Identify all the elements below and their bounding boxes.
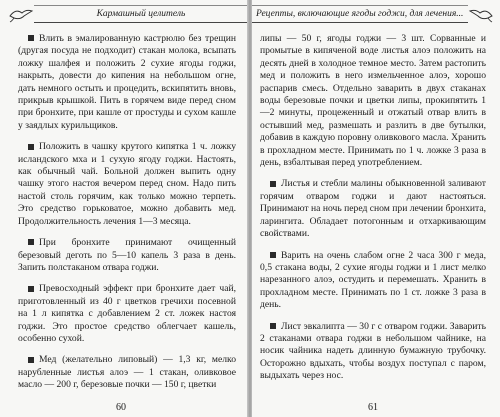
- square-bullet-icon: [28, 357, 34, 363]
- bird-ornament-icon: [468, 4, 494, 24]
- paragraph: Превосходный эффект при бронхите дает чай, приготовленный из 40 г цветков гречихи посевной на 1 л кипятка с добавлением 2 ст. ложек настоя годжи. Это простое средство облегчает кашель, особенно сухой.: [18, 283, 236, 344]
- page-number: 61: [368, 402, 378, 413]
- paragraph: Влить в эмалированную кастрюлю без трещин (другая посуда не подходит) стакан молока, всыпать ложку шалфея и положить 2 сухие ягоды годжи, накрыть, довести до кипения на небольшом огне, дать немного остыть и процедить, вскипятить вновь, прикрыв крышкой. Пить в горячем виде перед сном при бронхите, при кашле от простуды и сухом кашле у заядлых курильщиков.: [18, 33, 236, 131]
- bird-ornament-icon: [8, 4, 34, 24]
- square-bullet-icon: [28, 144, 34, 150]
- square-bullet-icon: [28, 239, 34, 245]
- square-bullet-icon: [270, 323, 276, 329]
- paragraph: Лист эвкалипта — 30 г с отваром годжи. Заварить 2 стаканами отвара годжи в небольшом чайнике, на носик чайника надеть длинную бумажную трубочку. Осторожно вдыхать, чтобы воздух поступал с паром, выдыхать через нос.: [260, 320, 486, 382]
- square-bullet-icon: [270, 252, 276, 258]
- left-body-text: [18, 33, 236, 401]
- paragraph: липы — 50 г, ягоды годжи — 3 шт. Сорванные и промытые в кипяченой воде листья алоэ положить на десять дней в холодное темное место. Затем растопить мед и положить в него измельченное алоэ, хорошо распарив смесь. Отдельно заварить в двух стаканах воды березовые почки и цветки липы, прокипятить 1—2 минуты, процеженный и отжатый отвар влить в остывший мед, размешать и разлить в две бутылки, добавив в каждую поровну оливкового масла. Хранить в прохладном месте. Принимать по 1 ч. ложке 3 раза в день, взбалтывая перед употреблением.: [260, 33, 486, 169]
- left-page: [0, 0, 248, 417]
- right-running-header: [252, 3, 494, 25]
- paragraph: Листья и стебли малины обыкновенной заливают горячим отваром годжи и дают настояться. Принимают на ночь перед сном при лечении бронхита, ларингита. Обладает потогонным и отхаркивающим свойствами.: [260, 178, 486, 240]
- square-bullet-icon: [28, 286, 34, 292]
- left-running-header: [8, 3, 248, 25]
- right-page: [252, 0, 500, 417]
- paragraph: Положить в чашку крутого кипятка 1 ч. ложку исландского мха и 1 сухую ягоду годжи. Настоять, как обычный чай. Больной должен выпить одну чашку этого настоя вечером перед сном. Надо пить настой столь горячим, как только можно терпеть. Это средство горьковатое, можно добавить мед. Продолжительность лечения 1—3 месяца.: [18, 141, 236, 227]
- paragraph: Варить на очень слабом огне 2 часа 300 г меда, 0,5 стакана воды, 2 сухие ягоды годжи и 1 лист мелко нарезанного алоэ, остудить и перемешать. Хранить в прохладном месте. Принимать по 1 ст. ложке 3 раза в день.: [260, 249, 486, 311]
- square-bullet-icon: [270, 181, 276, 187]
- square-bullet-icon: [28, 35, 34, 41]
- right-body-text: [260, 33, 486, 392]
- right-header-title: Рецепты, включающие ягоды годжи, для лечения...: [252, 5, 468, 23]
- paragraph: Мед (желательно липовый) — 1,3 кг, мелко нарубленные листья алоэ — 1 стакан, оливковое масло — 200 г, березовые почки — 150 г, цветки: [18, 354, 236, 391]
- paragraph: При бронхите принимают очищенный березовый деготь по 5—10 капель 3 раза в день. Запить полстаканом отвара годжи.: [18, 237, 236, 273]
- page-number: 60: [116, 402, 126, 413]
- left-header-title: Кармашный целитель: [34, 5, 248, 23]
